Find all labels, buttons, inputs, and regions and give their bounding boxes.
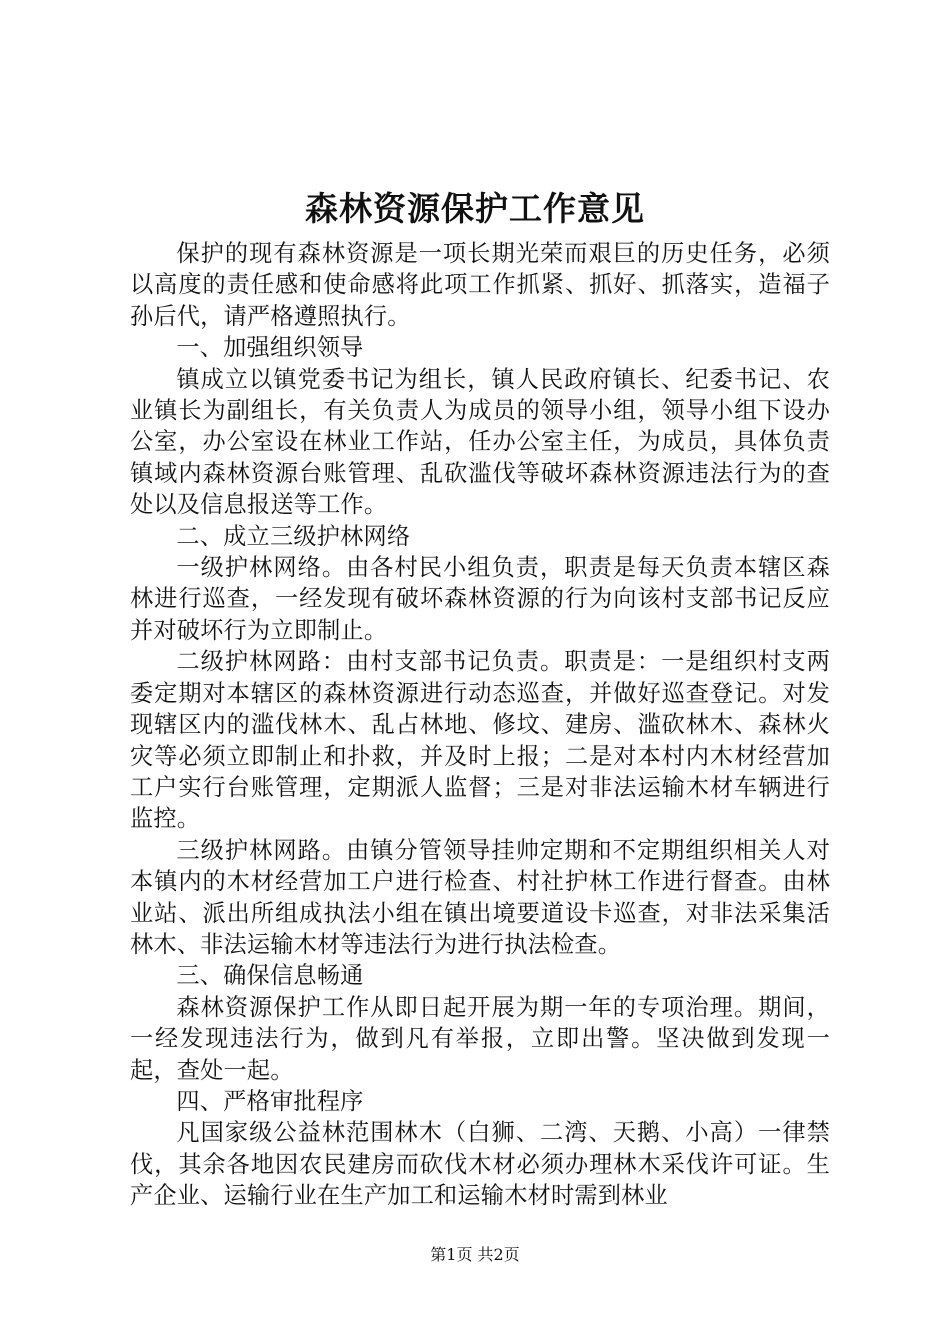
section-heading-2: 二、成立三级护林网络 <box>176 522 411 550</box>
section-4-paragraph-1: 凡国家级公益林范围林木（白狮、二湾、天鹅、小高）一律禁伐，其余各地因农民建房而砍伐木材必须办理林木采伐许可证。生产企业、运输行业在生产加工和运输木材时需到林业 <box>130 1119 830 1210</box>
page-title: 森林资源保护工作意见 <box>305 189 645 228</box>
document-body <box>130 238 830 1212</box>
section-2-paragraph-2: 二级护林网路：由村支部书记负责。职责是：一是组织村支两委定期对本辖区的森林资源进行动态巡查，并做好巡查登记。对发现辖区内的滥伐林木、乱占林地、修坟、建房、滥砍林木、森林火灾等必须立即制止和扑救，并及时上报；二是对本村内木材经营加工户实行台账管理，定期派人监督；三是对非法运输木材车辆进行监控。 <box>130 648 830 833</box>
section-heading-4: 四、严格审批程序 <box>176 1087 364 1115</box>
page-footer: 第1页 共2页 <box>430 1245 520 1264</box>
section-3-paragraph-1: 森林资源保护工作从即日起开展为期一年的专项治理。期间，一经发现违法行为，做到凡有举报，立即出警。坚决做到发现一起，查处一起。 <box>130 993 830 1084</box>
section-heading-1: 一、加强组织领导 <box>176 334 364 362</box>
section-1-paragraph-1: 镇成立以镇党委书记为组长，镇人民政府镇长、纪委书记、农业镇长为副组长，有关负责人为成员的领导小组，领导小组下设办公室，办公室设在林业工作站，任办公室主任，为成员，具体负责镇域内森林资源台账管理、乱砍滥伐等破坏森林资源违法行为的查处以及信息报送等工作。 <box>130 365 830 519</box>
section-2-paragraph-3: 三级护林网路。由镇分管领导挂帅定期和不定期组织相关人对本镇内的木材经营加工户进行检查、村社护林工作进行督查。由林业站、派出所组成执法小组在镇出境要道设卡巡查，对非法采集活林木、非法运输木材等违法行为进行执法检查。 <box>130 836 830 958</box>
section-heading-3: 三、确保信息畅通 <box>176 962 364 990</box>
section-2-paragraph-1: 一级护林网络。由各村民小组负责，职责是每天负责本辖区森林进行巡查，一经发现有破坏森林资源的行为向该村支部书记反应并对破坏行为立即制止。 <box>130 554 830 644</box>
intro-paragraph: 保护的现有森林资源是一项长期光荣而艰巨的历史任务，必须以高度的责任感和使命感将此项工作抓紧、抓好、抓落实，造福子孙后代，请严格遵照执行。 <box>130 240 830 330</box>
